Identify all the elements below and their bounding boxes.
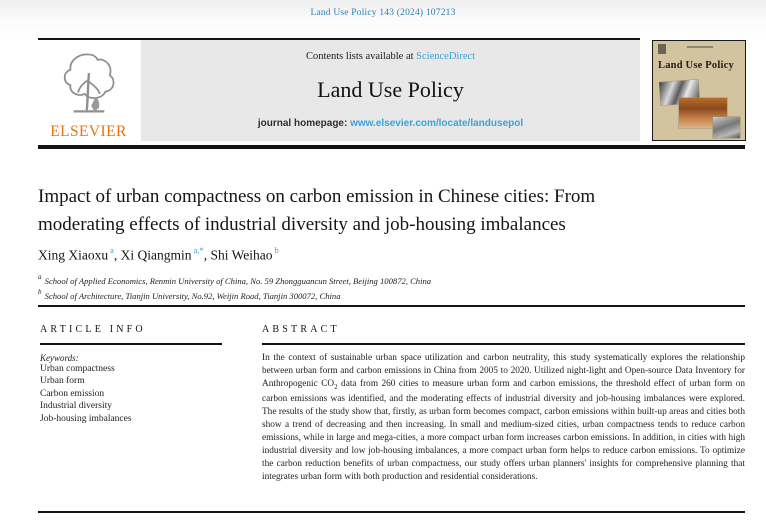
article-title-line: moderating effects of industrial diversity and job-housing imbalances [38,213,566,235]
page-bottom-rule [38,511,745,513]
cover-title: Land Use Policy [658,60,734,71]
co2-subscript: 2 [334,382,338,391]
author-name: Xi Qiangmin [120,247,192,263]
cover-masthead-text [687,46,713,48]
cover-photo-3 [713,117,740,138]
author-name: Xing Xiaoxu [38,247,109,263]
homepage-prefix: journal homepage: [257,118,351,129]
section-divider-rule [38,305,745,307]
header-bottom-rule [38,145,745,149]
keyword-item: Urban compactness [40,363,115,374]
contents-prefix: Contents lists available at [305,51,417,62]
journal-header-box [141,40,640,141]
abstract-heading: ABSTRACT [262,324,340,335]
affiliation-superscript: b [38,287,42,296]
elsevier-logo[interactable] [38,43,139,140]
article-info-column [40,324,222,425]
journal-title: Land Use Policy [317,77,464,102]
author-affiliation-superscript: b [274,245,279,255]
cover-elsevier-mini-logo-icon [658,44,666,54]
affiliation-item [38,272,431,287]
article-info-heading-rule [40,343,222,345]
abstract-segment: In the context of sustainable urban space utilization and carbon neutrality, this study systematically explores the relationship between urban form and carbon emissions in China from 2005 to 2020. Utilized night-light and Open-source Data Inventory for Anthropogenic CO [262,352,745,389]
elsevier-wordmark: ELSEVIER [50,123,127,140]
keyword-item: Urban form [40,376,85,387]
article-info-heading: ARTICLE INFO [40,324,146,335]
homepage-line [258,118,523,129]
keyword-item: Job-housing imbalances [40,413,132,424]
journal-homepage-link[interactable]: www.elsevier.com/locate/landusepol [350,118,524,129]
author-affiliation-superscript: a,* [193,245,204,255]
keyword-item: Industrial diversity [40,401,113,412]
abstract-heading-rule [262,343,745,345]
contents-line [306,51,475,62]
author-name: Shi Weihao [210,247,273,263]
article-title [38,183,758,238]
article-title-line: Impact of urban compactness on carbon emission in Chinese cities: From [38,186,596,207]
author-list: Xing Xiaoxu $^a$, Xi Qiangmin $^{a,*}$, Shi Weihao $^b$ [38,245,279,263]
affiliation-text: School of Architecture, Tianjin University, No.92, Weijin Road, Tianjin 300072, China [42,290,341,301]
keywords-label: Keywords: [40,352,79,363]
affiliation-text: School of Applied Economics, Renmin University of China, No. 59 Zhongguancun Street, Beijing 100872, China [42,275,432,286]
citation-link[interactable]: Land Use Policy 143 (2024) 107213 [310,8,456,18]
sciencedirect-link[interactable]: ScienceDirect [416,51,476,62]
affiliation-list [38,272,431,302]
keywords-list [40,363,222,426]
elsevier-tree-icon [38,43,139,124]
author-affiliation-superscript: a [110,245,114,255]
affiliation-superscript: a [38,273,42,281]
affiliation-item [38,287,431,302]
abstract-column [262,324,745,484]
keyword-item: Carbon emission [40,388,105,399]
journal-cover-thumbnail[interactable] [652,40,746,141]
abstract-text [262,352,745,485]
abstract-segment: data from 260 cities to measure urban form and carbon emissions, the threshold effect of urban form on carbon emissions was identified, and the moderating effects of industrial diversity and job-housing imbalances were explored. The results of the study show that, firstly, as urban form becomes compact, carbon emissions within built-up areas and cities both show a trend of decreasing and then increasing. In small and medium-sized cities, urban compactness tends to reduce carbon emissions, while in large and mega-cities, a more compact urban form increases carbon emissions. In addition, in cities with high industrial diversity and low job-housing imbalances, a more compact urban form helps to reduce carbon emissions. To optimize the carbon reduction benefits of urban compactness, our study offers urban planners' insights for comprehensive planning that integrates urban form with both production and residential considerations. [262,378,745,483]
